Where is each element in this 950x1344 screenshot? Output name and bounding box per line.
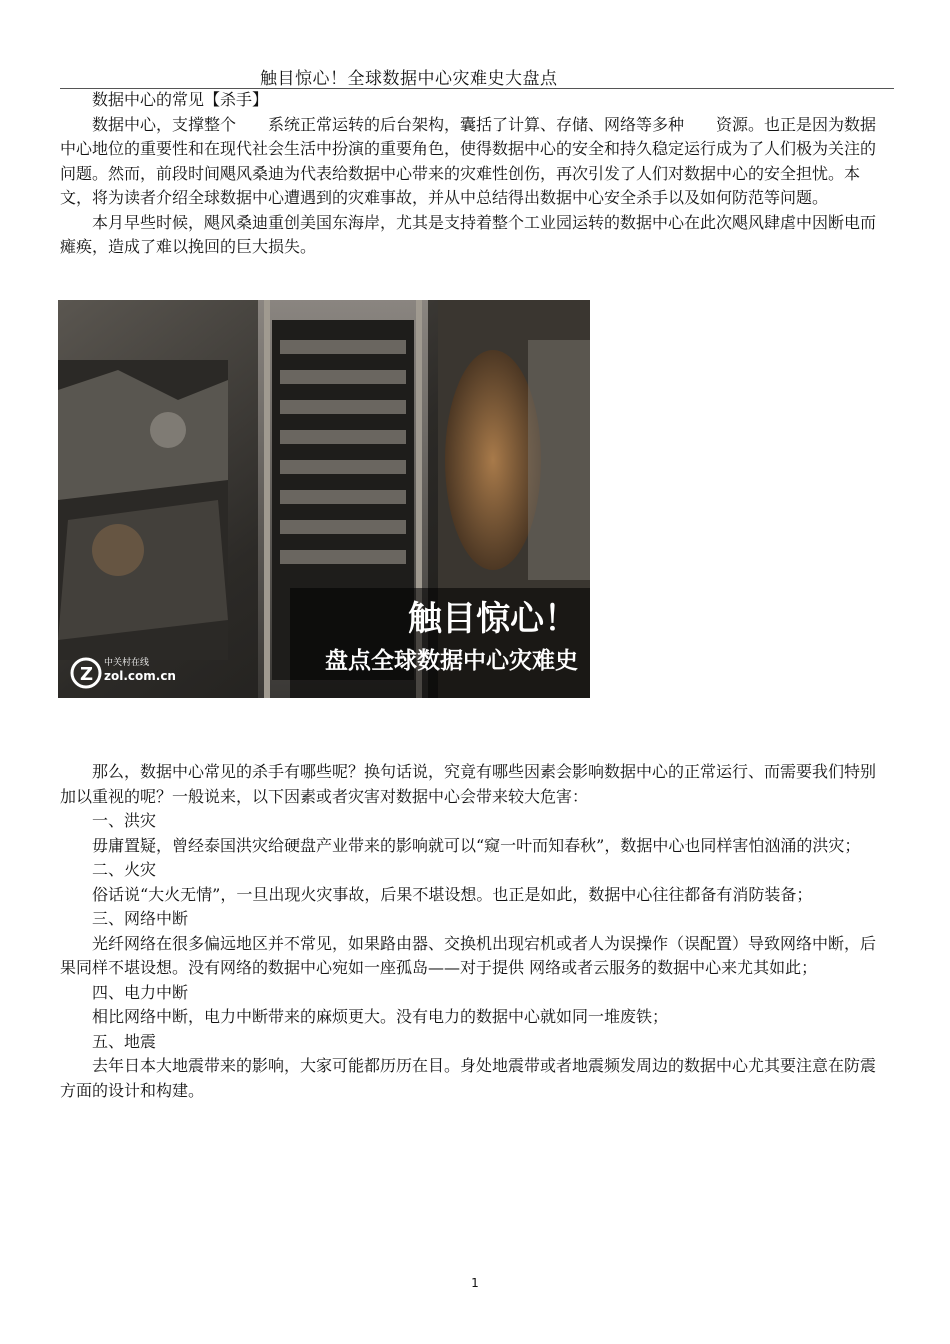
svg-text:Z: Z xyxy=(80,664,94,685)
intro-paragraph-2: 本月早些时候，飓风桑迪重创美国东海岸，尤其是支持着整个工业园运转的数据中心在此次飓风肆虐中因断电而瘫痪，造成了难以挽回的巨大损失。 xyxy=(60,212,877,256)
photo-illustration xyxy=(58,300,590,698)
item-1-title: 一、洪灾 xyxy=(92,811,157,830)
item-1-text: 毋庸置疑，曾经泰国洪灾给硬盘产业带来的影响就可以“窥一叶而知春秋”，数据中心也同样害怕汹涌的洪灾； xyxy=(92,835,861,855)
logo-text-top: 中关村在线 xyxy=(104,658,150,668)
page-number: 1 xyxy=(471,1276,479,1290)
item-4-text: 相比网络中断，电力中断带来的麻烦更大。没有电力的数据中心就如同一堆废铁； xyxy=(92,1007,669,1026)
overlay-subtitle: 盘点全球数据中心灾难史 xyxy=(325,648,578,674)
logo-text-bottom: zol.com.cn xyxy=(104,669,176,683)
item-2-title: 二、火灾 xyxy=(92,860,157,879)
section-title: 数据中心的常见【杀手】 xyxy=(92,90,269,109)
intro-paragraph-1: 数据中心，支撑整个 系统正常运转的后台架构，囊括了计算、存储、网络等多种 资源。也正是因为数据中心地位的重要性和在现代社会生活中扮演的重要角色，使得数据中心的安全和持久稳定运行成为了人们极为关注的问题。然而，前段时间飓风桑迪为代表给数据中心带来的灾难性创伤，再次引发了人们对数据中心的安全担忧。本文，将为读者介绍全球数据中心遭遇到的灾难事故，并从中总结得出数据中心安全杀手以及如何防范等问题。 xyxy=(60,114,877,207)
item-5-text: 去年日本大地震带来的影响，大家可能都历历在目。身处地震带或者地震频发周边的数据中心尤其要注意在防震方面的设计和构建。 xyxy=(60,1056,877,1100)
item-3-title: 三、网络中断 xyxy=(92,909,189,928)
item-2-text: 俗话说“大火无情”，一旦出现火灾事故，后果不堪设想。也正是如此，数据中心往往都备有消防装备； xyxy=(92,884,813,904)
killers-section xyxy=(60,760,890,1103)
overlay-title: 触目惊心！ xyxy=(408,599,578,639)
intro-section xyxy=(60,88,890,260)
item-3-text: 光纤网络在很多偏远地区并不常见，如果路由器、交换机出现宕机或者人为误操作（误配置）导致网络中断，后果同样不堪设想。没有网络的数据中心宛如一座孤岛——对于提供 网络或者云服务的数据中心来尤其如此； xyxy=(60,933,877,977)
item-4-title: 四、电力中断 xyxy=(92,982,189,1002)
lead-paragraph: 那么，数据中心常见的杀手有哪些呢？换句话说，究竟有哪些因素会影响数据中心的正常运行、而需要我们特别加以重视的呢？一般说来，以下因素或者灾害对数据中心会带来较大危害： xyxy=(60,762,877,806)
item-5-title: 五、地震 xyxy=(92,1031,157,1051)
burned-datacenter-photo xyxy=(58,300,590,698)
document-title: 触目惊心！全球数据中心灾难史大盘点 xyxy=(260,69,558,89)
page-header xyxy=(60,62,894,89)
